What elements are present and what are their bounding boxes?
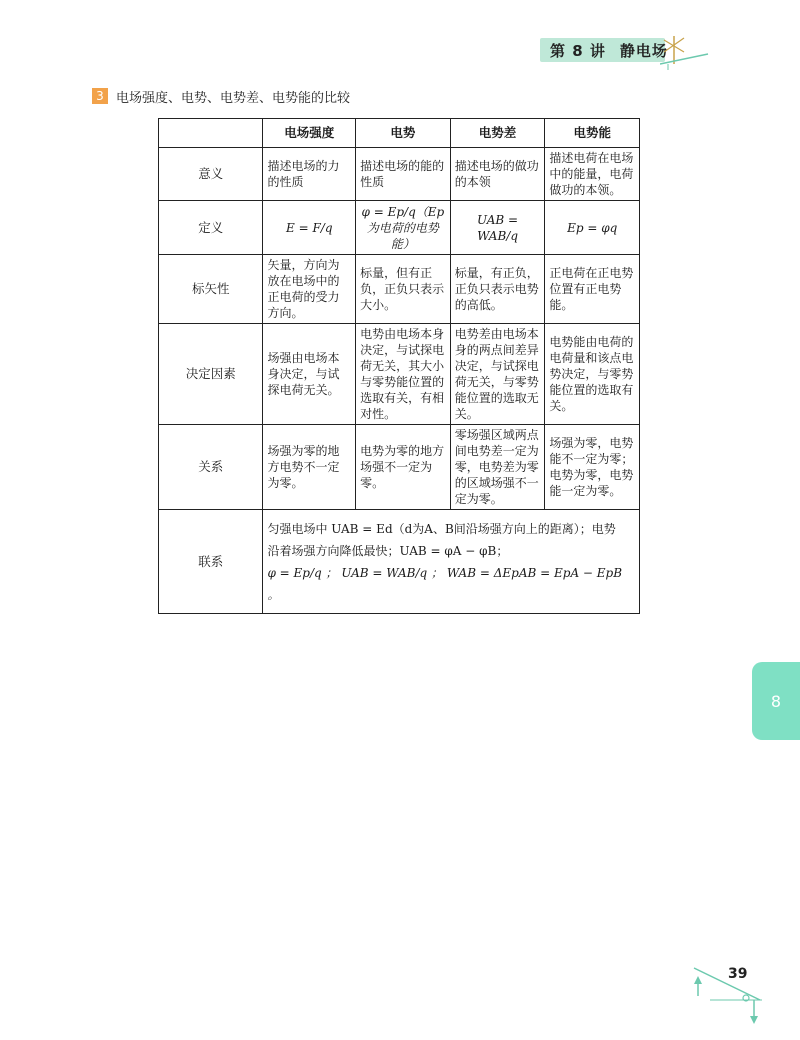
table-cell: 电势能由电荷的电荷量和该点电势决定，与零势能位置的选取有关。 bbox=[545, 324, 640, 425]
row-label: 联系 bbox=[159, 510, 263, 614]
table-cell: E = F/q bbox=[263, 201, 356, 255]
comparison-table bbox=[158, 118, 640, 614]
table-row bbox=[159, 510, 640, 614]
section-number-badge: 3 bbox=[92, 88, 108, 104]
table-cell: 描述电荷在电场中的能量，电荷做功的本领。 bbox=[545, 148, 640, 201]
table-cell: Ep = φq bbox=[545, 201, 640, 255]
lianxi-line: φ = Ep/q ； UAB = WAB/q ； WAB = ΔEpAB = EpA − EpB 。 bbox=[267, 565, 623, 602]
chapter-side-tab[interactable] bbox=[752, 662, 800, 740]
table-cell: 电势差由电场本身的两点间差异决定，与试探电荷无关，与零势能位置的选取无关。 bbox=[450, 324, 545, 425]
section-heading bbox=[92, 87, 350, 105]
table-header-cell bbox=[159, 119, 263, 148]
table-cell: 场强为零，电势能不一定为零；电势为零，电势能一定为零。 bbox=[545, 425, 640, 510]
table-cell: UAB = WAB/q bbox=[450, 201, 545, 255]
windmill-icon bbox=[660, 30, 710, 70]
table-cell: 标量，有正负，正负只表示电势的高低。 bbox=[450, 255, 545, 324]
table-cell: 矢量，方向为放在电场中的正电荷的受力方向。 bbox=[263, 255, 356, 324]
table-cell: 电势为零的地方场强不一定为零。 bbox=[356, 425, 451, 510]
table-cell: 电势由电场本身决定，与试探电荷无关，其大小与零势能位置的选取有关，有相对性。 bbox=[356, 324, 451, 425]
row-label: 意义 bbox=[159, 148, 263, 201]
side-tab-label: 8 bbox=[770, 691, 782, 711]
lecture-number: 第 8 讲 bbox=[550, 42, 606, 60]
lianxi-line: 沿着场强方向降低最快；UAB = φA − φB； bbox=[267, 543, 509, 558]
table-cell: 标量，但有正负，正负只表示大小。 bbox=[356, 255, 451, 324]
chapter-topic: 静电场 bbox=[619, 42, 668, 60]
table-row bbox=[159, 425, 640, 510]
chapter-header bbox=[550, 40, 668, 61]
table-cell: 正电荷在正电势位置有正电势能。 bbox=[545, 255, 640, 324]
section-title: 电场强度、电势、电势差、电势能的比较 bbox=[116, 90, 351, 106]
table-cell: 场强为零的地方电势不一定为零。 bbox=[263, 425, 356, 510]
table-header-cell: 电势差 bbox=[450, 119, 545, 148]
row-label: 决定因素 bbox=[159, 324, 263, 425]
table-header-cell: 电势能 bbox=[545, 119, 640, 148]
table-cell: 零场强区域两点间电势差一定为零，电势差为零的区域场强不一定为零。 bbox=[450, 425, 545, 510]
table-row bbox=[159, 148, 640, 201]
table-cell: 场强由电场本身决定，与试探电荷无关。 bbox=[263, 324, 356, 425]
table-header-cell: 电势 bbox=[356, 119, 451, 148]
table-header-row bbox=[159, 119, 640, 148]
table-header-cell: 电场强度 bbox=[263, 119, 356, 148]
table-cell: 描述电场的能的性质 bbox=[356, 148, 451, 201]
lianxi-cell bbox=[263, 510, 640, 614]
table-row bbox=[159, 255, 640, 324]
page-number: 39 bbox=[728, 966, 748, 982]
lianxi-line: 匀强电场中 UAB = Ed（d为A、B间沿场强方向上的距离）；电势 bbox=[267, 521, 616, 536]
table-row bbox=[159, 324, 640, 425]
table-cell: 描述电场的力的性质 bbox=[263, 148, 356, 201]
table-cell: φ = Ep/q（Ep为电荷的电势能） bbox=[356, 201, 451, 255]
table-cell: 描述电场的做功的本领 bbox=[450, 148, 545, 201]
row-label: 标矢性 bbox=[159, 255, 263, 324]
table-row bbox=[159, 201, 640, 255]
row-label: 定义 bbox=[159, 201, 263, 255]
row-label: 关系 bbox=[159, 425, 263, 510]
